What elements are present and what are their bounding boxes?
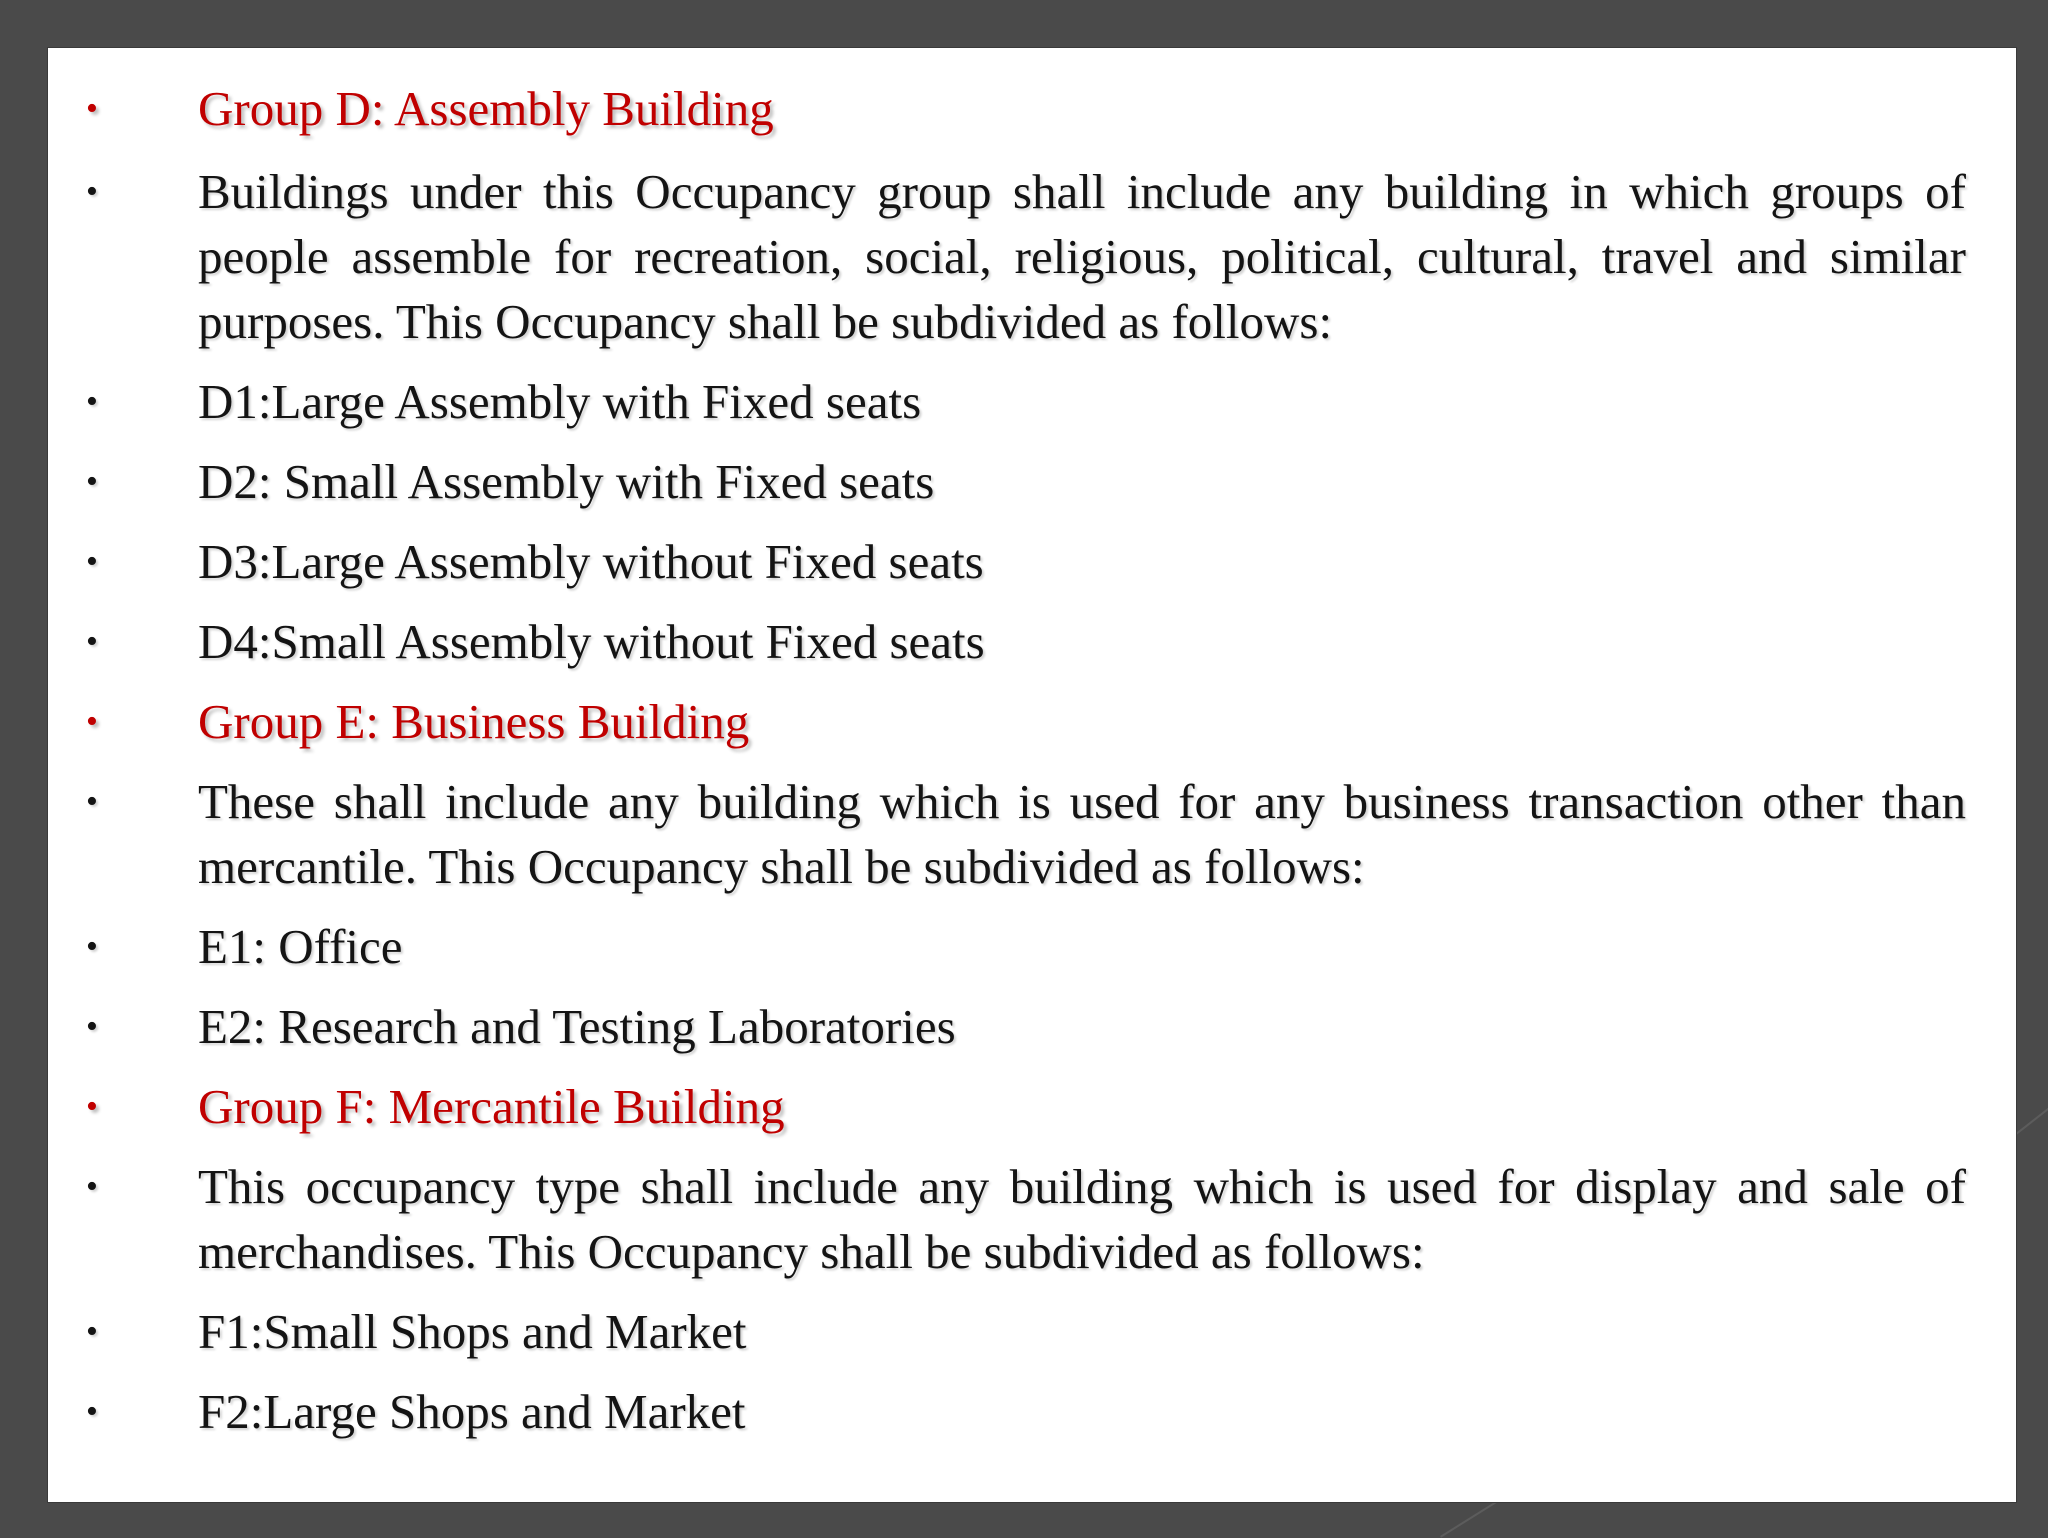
bullet-text: D1:Large Assembly with Fixed seats xyxy=(198,374,922,429)
bullet-icon: • xyxy=(86,703,98,740)
bullet-text: Group E: Business Building xyxy=(198,694,750,749)
bullet-list xyxy=(86,76,1966,1444)
bullet-text: F2:Large Shops and Market xyxy=(198,1384,746,1439)
list-item-f1 xyxy=(86,1299,1966,1364)
group-e-heading xyxy=(86,689,1966,754)
bullet-text: Buildings under this Occupancy group shall include any building in which groups of people assemble for recreation, social, religious, political, cultural, travel and similar purposes. This Occupancy shall be subdivided as follows: xyxy=(198,164,1966,349)
bullet-icon: • xyxy=(86,90,98,127)
list-item-d2 xyxy=(86,449,1966,514)
list-item-d4 xyxy=(86,609,1966,674)
bullet-icon: • xyxy=(86,623,98,660)
list-item-e1 xyxy=(86,914,1966,979)
list-item-d3 xyxy=(86,529,1966,594)
bullet-text: E2: Research and Testing Laboratories xyxy=(198,999,956,1054)
bullet-icon: • xyxy=(86,1088,98,1125)
bullet-text: D4:Small Assembly without Fixed seats xyxy=(198,614,985,669)
list-item-f2 xyxy=(86,1379,1966,1444)
bullet-icon: • xyxy=(86,463,98,500)
list-item-e2 xyxy=(86,994,1966,1059)
bullet-icon: • xyxy=(86,1313,98,1350)
bullet-icon: • xyxy=(86,783,98,820)
bullet-text: Group D: Assembly Building xyxy=(198,81,774,136)
bullet-icon: • xyxy=(86,173,98,210)
bullet-icon: • xyxy=(86,1008,98,1045)
bullet-icon: • xyxy=(86,383,98,420)
group-f-heading xyxy=(86,1074,1966,1139)
bullet-text: F1:Small Shops and Market xyxy=(198,1304,747,1359)
group-e-description xyxy=(86,769,1966,899)
group-d-heading xyxy=(86,76,1966,141)
bullet-text: E1: Office xyxy=(198,919,403,974)
bullet-text: D3:Large Assembly without Fixed seats xyxy=(198,534,984,589)
group-f-description xyxy=(86,1154,1966,1284)
bullet-icon: • xyxy=(86,1393,98,1430)
group-d-description xyxy=(86,159,1966,354)
bullet-icon: • xyxy=(86,928,98,965)
slide xyxy=(48,48,2016,1502)
list-item-d1 xyxy=(86,369,1966,434)
bullet-text: Group F: Mercantile Building xyxy=(198,1079,785,1134)
bullet-text: These shall include any building which is used for any business transaction other than mercantile. This Occupancy shall be subdivided as follows: xyxy=(198,774,1966,894)
bullet-icon: • xyxy=(86,543,98,580)
bullet-icon: • xyxy=(86,1168,98,1205)
bullet-text: This occupancy type shall include any building which is used for display and sale of merchandises. This Occupancy shall be subdivided as follows: xyxy=(198,1159,1966,1279)
bullet-text: D2: Small Assembly with Fixed seats xyxy=(198,454,935,509)
